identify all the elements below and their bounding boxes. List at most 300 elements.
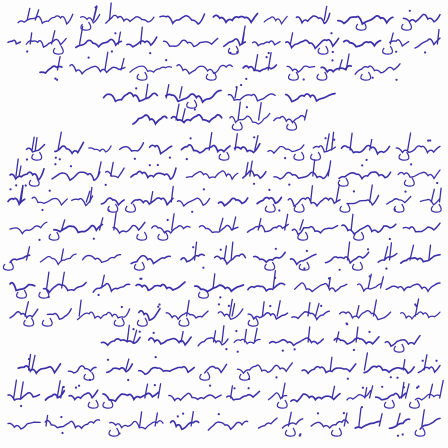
ink-dot (353, 190, 355, 192)
ink-stroke (213, 14, 257, 23)
ink-dot (268, 52, 270, 54)
ink-dot (404, 191, 406, 193)
ink-dot (165, 59, 167, 61)
ink-stroke (224, 246, 226, 260)
ink-stroke (139, 367, 194, 375)
ink-stroke (410, 400, 420, 408)
ink-dot (331, 59, 333, 61)
ink-stroke (44, 283, 87, 293)
ink-stroke (243, 65, 276, 71)
ink-dot (253, 183, 255, 185)
ink-stroke (101, 198, 124, 205)
ink-dot (422, 360, 424, 362)
handwritten-line-16 (8, 408, 440, 437)
ink-stroke (324, 6, 326, 20)
ink-stroke (106, 15, 154, 23)
ink-stroke (104, 93, 158, 102)
ink-dot (317, 412, 319, 414)
ink-stroke (234, 339, 260, 343)
ink-dot (63, 386, 65, 388)
ink-stroke (255, 55, 258, 70)
ink-dot (127, 379, 129, 381)
ink-dot (362, 387, 364, 389)
ink-dot (54, 163, 56, 165)
ink-stroke (386, 283, 440, 291)
ink-dot (396, 377, 398, 379)
ink-dot (367, 248, 369, 250)
ink-stroke (32, 197, 67, 205)
ink-stroke (248, 224, 289, 232)
ink-stroke (344, 40, 381, 46)
ink-stroke (89, 146, 111, 152)
ink-stroke (106, 168, 125, 178)
ink-dot (284, 157, 286, 159)
ink-stroke (277, 400, 287, 408)
ink-stroke (52, 172, 100, 180)
ink-stroke (113, 222, 145, 233)
ink-stroke (265, 204, 275, 212)
ink-stroke (406, 384, 410, 398)
ink-dot (28, 358, 30, 360)
ink-dot (269, 305, 271, 307)
ink-stroke (126, 204, 136, 212)
ink-stroke (111, 162, 114, 176)
ink-stroke (219, 152, 229, 160)
ink-dot (245, 78, 247, 80)
ink-stroke (332, 386, 334, 398)
ink-stroke (332, 132, 334, 150)
ink-stroke (158, 384, 160, 398)
ink-dot (55, 157, 57, 159)
ink-stroke (24, 318, 34, 326)
ink-stroke (195, 242, 197, 260)
ink-stroke (222, 326, 224, 342)
ink-stroke (420, 198, 440, 205)
ink-dot (155, 356, 157, 358)
ink-dot (385, 268, 387, 270)
ink-stroke (137, 72, 147, 80)
ink-stroke (431, 189, 434, 202)
ink-stroke (398, 170, 440, 179)
ink-dot (395, 51, 397, 53)
ink-dot (275, 248, 277, 250)
ink-stroke (262, 302, 264, 316)
handwritten-line-7 (10, 159, 440, 187)
ink-dot (59, 158, 61, 160)
ink-stroke (79, 300, 81, 316)
ink-stroke (205, 364, 227, 373)
ink-stroke (18, 14, 73, 24)
ink-stroke (171, 115, 221, 123)
handwritten-line-4 (104, 84, 335, 108)
ink-dot (346, 322, 348, 324)
ink-dot (220, 249, 222, 251)
ink-stroke (18, 364, 60, 374)
ink-stroke (8, 422, 40, 429)
ink-stroke (158, 232, 168, 240)
ink-dot (26, 50, 28, 52)
ink-stroke (399, 152, 409, 160)
ink-dot (416, 387, 418, 389)
ink-dot (153, 332, 155, 334)
ink-dot (389, 238, 391, 240)
ink-dot (218, 303, 220, 305)
ink-dot (149, 52, 151, 54)
ink-dot (306, 250, 308, 252)
ink-dot (25, 184, 27, 186)
ink-dot (353, 349, 355, 351)
ink-stroke (286, 38, 339, 48)
ink-dot (435, 360, 437, 362)
ink-stroke (78, 309, 130, 320)
ink-dot (303, 78, 305, 80)
ink-stroke (308, 303, 310, 316)
ink-stroke (35, 138, 37, 150)
ink-dot (303, 267, 305, 269)
ink-stroke (378, 254, 397, 263)
ink-stroke (259, 103, 262, 120)
ink-stroke (264, 16, 287, 23)
ink-stroke (283, 419, 303, 428)
ink-stroke (248, 318, 258, 326)
ink-dot (157, 306, 159, 308)
ink-dot (288, 184, 290, 186)
ink-dot (41, 209, 43, 211)
ink-dot (140, 278, 142, 280)
ink-dot (395, 79, 397, 81)
ink-stroke (316, 304, 319, 317)
ink-stroke (361, 72, 371, 80)
ink-stroke (311, 420, 348, 428)
ink-stroke (302, 364, 356, 374)
ink-dot (89, 379, 91, 381)
ink-stroke (415, 394, 440, 400)
ink-stroke (235, 88, 237, 98)
ink-dot (9, 188, 11, 190)
ink-stroke (139, 309, 160, 321)
handwritten-line-2 (8, 26, 440, 54)
ink-stroke (339, 172, 391, 179)
ink-stroke (341, 146, 389, 154)
ink-stroke (172, 214, 174, 230)
ink-stroke (57, 381, 60, 398)
ink-dot (246, 106, 248, 108)
handwritten-line-8 (8, 185, 441, 213)
ink-stroke (232, 122, 242, 130)
ink-dot (182, 413, 184, 415)
ink-stroke (364, 366, 414, 373)
ink-stroke (373, 300, 376, 316)
ink-dot (93, 238, 95, 240)
ink-stroke (250, 161, 252, 176)
ink-stroke (305, 110, 307, 120)
ink-dot (229, 52, 231, 54)
ink-dot (248, 378, 250, 380)
ink-dot (186, 158, 188, 160)
ink-stroke (274, 116, 305, 123)
ink-stroke (287, 122, 297, 130)
ink-stroke (137, 232, 147, 240)
ink-stroke (152, 226, 190, 233)
ink-dot (274, 277, 276, 279)
ink-stroke (166, 85, 169, 98)
ink-stroke (140, 412, 142, 426)
ink-dot (149, 164, 151, 166)
handwritten-line-9 (10, 212, 440, 241)
ink-dot (118, 432, 120, 434)
ink-stroke (340, 311, 391, 320)
ink-stroke (134, 262, 144, 270)
ink-dot (78, 385, 80, 387)
ink-stroke (332, 428, 342, 436)
ink-dot (237, 351, 239, 353)
ink-stroke (171, 421, 199, 429)
ink-stroke (259, 418, 278, 428)
handwritten-line-1 (18, 3, 440, 30)
ink-dot (240, 84, 242, 86)
handwritten-line-12 (10, 299, 440, 326)
ink-stroke (8, 393, 39, 400)
ink-stroke (346, 54, 349, 70)
ink-stroke (347, 195, 379, 205)
ink-dot (219, 296, 221, 298)
ink-stroke (286, 94, 335, 102)
ink-stroke (46, 416, 48, 427)
ink-stroke (429, 245, 431, 260)
ink-stroke (347, 391, 371, 400)
ink-stroke (401, 255, 440, 263)
ink-dot (56, 79, 58, 81)
ink-stroke (21, 382, 24, 398)
ink-dot (191, 211, 193, 213)
ink-stroke (49, 232, 59, 240)
ink-stroke (114, 318, 124, 326)
ink-stroke (287, 66, 315, 72)
ink-dot (157, 164, 159, 166)
ink-stroke (219, 198, 248, 206)
ink-stroke (384, 400, 394, 408)
ink-dot (339, 269, 341, 271)
ink-stroke (359, 408, 361, 426)
ink-dot (347, 378, 349, 380)
ink-dot (343, 412, 345, 414)
ink-stroke (150, 145, 172, 153)
ink-dot (139, 331, 141, 333)
ink-dot (209, 385, 211, 387)
ink-dot (203, 188, 205, 190)
ink-dot (48, 296, 50, 298)
ink-dot (132, 328, 134, 330)
ink-stroke (187, 100, 197, 108)
ink-stroke (390, 33, 393, 44)
ink-stroke (238, 102, 240, 120)
ink-stroke (290, 254, 316, 264)
ink-stroke (285, 214, 288, 230)
ink-stroke (355, 64, 400, 75)
ink-stroke (131, 256, 170, 264)
ink-dot (248, 387, 250, 389)
ink-dot (49, 190, 51, 192)
ink-stroke (10, 222, 47, 233)
ink-dot (368, 331, 370, 333)
ink-dot (330, 32, 332, 34)
ink-dot (26, 158, 28, 160)
ink-stroke (166, 90, 221, 102)
ink-stroke (126, 359, 129, 370)
ink-stroke (408, 133, 411, 150)
ink-stroke (350, 133, 352, 150)
ink-dot (361, 164, 363, 166)
ink-dot (266, 56, 268, 58)
ink-stroke (340, 204, 350, 212)
ink-stroke (213, 274, 215, 288)
handwritten-line-6 (26, 132, 440, 161)
ink-stroke (379, 414, 382, 426)
ink-stroke (131, 168, 176, 179)
ink-stroke (145, 384, 148, 398)
ink-stroke (8, 40, 20, 44)
ink-stroke (3, 262, 13, 270)
ink-dot (275, 376, 277, 378)
ink-dot (194, 108, 196, 110)
ink-stroke (220, 218, 223, 230)
ink-stroke (10, 283, 35, 291)
ink-stroke (61, 249, 63, 260)
ink-stroke (76, 39, 122, 47)
ink-dot (177, 415, 179, 417)
ink-stroke (358, 284, 382, 292)
ink-dot (98, 294, 100, 296)
ink-stroke (164, 38, 218, 46)
ink-dot (394, 209, 396, 211)
ink-dot (108, 209, 110, 211)
ink-dot (61, 432, 63, 434)
ink-stroke (180, 87, 182, 98)
ink-stroke (248, 283, 285, 291)
ink-stroke (336, 332, 338, 342)
ink-stroke (16, 159, 18, 176)
ink-stroke (215, 254, 246, 264)
ink-stroke (136, 282, 185, 290)
ink-stroke (440, 188, 442, 202)
ink-dot (325, 137, 327, 139)
ink-dot (403, 386, 405, 388)
ink-stroke (326, 252, 369, 263)
ink-dot (427, 140, 429, 142)
ink-stroke (151, 192, 153, 202)
ink-dot (111, 50, 113, 52)
ink-dot (107, 359, 109, 361)
ink-stroke (58, 57, 61, 70)
ink-dot (332, 51, 334, 53)
ink-dot (410, 163, 412, 165)
ink-stroke (232, 304, 235, 316)
ink-stroke (27, 247, 30, 260)
ink-stroke (35, 10, 39, 20)
ink-stroke (268, 393, 286, 400)
ink-stroke (32, 137, 34, 150)
ink-stroke (253, 41, 280, 46)
ink-dot (397, 435, 399, 437)
ink-dot (409, 10, 411, 12)
ink-stroke (394, 204, 404, 212)
ink-stroke (110, 3, 112, 20)
ink-dot (294, 348, 296, 350)
ink-stroke (370, 185, 373, 202)
ink-stroke (179, 318, 189, 326)
ink-stroke (47, 272, 49, 288)
ink-stroke (132, 198, 174, 205)
ink-stroke (245, 330, 247, 343)
ink-stroke (383, 46, 393, 54)
ink-dot (228, 305, 230, 307)
ink-stroke (176, 104, 179, 120)
ink-stroke (107, 364, 133, 372)
ink-stroke (155, 413, 157, 426)
ink-dot (88, 57, 90, 59)
ink-stroke (422, 410, 424, 426)
ink-dot (369, 275, 371, 277)
ink-stroke (27, 8, 30, 20)
ink-stroke (328, 161, 331, 176)
ink-stroke (186, 171, 237, 179)
ink-stroke (10, 309, 38, 318)
ink-stroke (257, 197, 281, 203)
ink-dot (235, 330, 237, 332)
ink-stroke (208, 421, 247, 430)
ink-dot (158, 303, 160, 305)
ink-stroke (418, 366, 440, 373)
ink-dot (278, 209, 280, 211)
ink-stroke (295, 283, 347, 292)
ink-dot (436, 182, 438, 184)
ink-dot (328, 277, 330, 279)
ink-dot (15, 184, 17, 186)
ink-stroke (53, 46, 63, 54)
ink-stroke (181, 254, 204, 261)
ink-stroke (26, 39, 66, 48)
ink-stroke (81, 14, 100, 22)
ink-stroke (191, 412, 193, 426)
ink-stroke (402, 22, 412, 30)
ink-dot (320, 305, 322, 307)
ink-stroke (351, 214, 353, 230)
ink-stroke (268, 145, 304, 153)
ink-stroke (364, 353, 367, 370)
ink-stroke (292, 311, 329, 319)
ink-dot (402, 433, 404, 435)
ink-dot (60, 416, 62, 418)
ink-dot (233, 387, 235, 389)
ink-stroke (401, 312, 440, 319)
ink-stroke (177, 65, 232, 74)
ink-stroke (169, 393, 221, 400)
ink-stroke (105, 52, 108, 70)
ink-dot (70, 165, 72, 167)
ink-stroke (342, 224, 396, 234)
ink-dot (333, 139, 335, 141)
ink-stroke (103, 400, 113, 408)
ink-dot (381, 386, 383, 388)
ink-stroke (357, 306, 359, 316)
ink-stroke (83, 255, 121, 263)
ink-dot (424, 51, 426, 53)
ink-dot (167, 219, 169, 221)
ink-stroke (317, 72, 327, 80)
ink-stroke (137, 318, 147, 326)
ink-dot (253, 136, 255, 138)
handwritten-line-14 (18, 353, 440, 381)
